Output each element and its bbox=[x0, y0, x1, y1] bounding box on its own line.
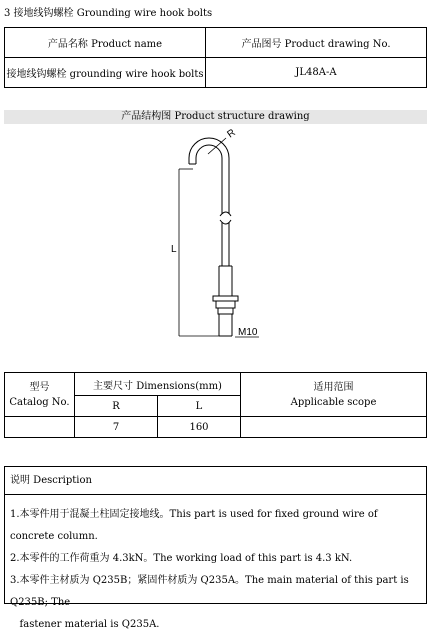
scope-header bbox=[241, 373, 427, 417]
col-r-header: R bbox=[75, 396, 158, 417]
nut-lower bbox=[218, 308, 233, 314]
hook-bolt-drawing bbox=[160, 124, 280, 346]
product-drawing-value: JL48A-A bbox=[206, 58, 427, 88]
catalog-header-cn: 型号 bbox=[29, 381, 50, 393]
product-name-value: 接地线钩螺栓 grounding wire hook bolts bbox=[5, 58, 206, 88]
scope-header-en: Applicable scope bbox=[290, 396, 377, 408]
dimensions-table bbox=[4, 372, 427, 438]
washer bbox=[213, 296, 238, 301]
product-name-header: 产品名称 Product name bbox=[5, 28, 206, 58]
catalog-header bbox=[5, 373, 75, 417]
row-catalog bbox=[5, 417, 75, 438]
structure-drawing-banner: 产品结构图 Product structure drawing bbox=[4, 110, 427, 124]
dimensions-header: 主要尺寸 Dimensions(mm) bbox=[75, 373, 241, 396]
description-line: 1.本零件用于混凝土柱固定接地线。This part is used for fixed ground wire of concrete column. bbox=[10, 509, 378, 542]
hook-outer-arc bbox=[189, 138, 229, 164]
row-r-value: 7 bbox=[75, 417, 158, 438]
col-l-header: L bbox=[158, 396, 241, 417]
scope-header-cn: 适用范围 bbox=[313, 381, 354, 393]
description-line: 2.本零件的工作荷重为 4.3kN。The working load of this part is 4.3 kN. bbox=[10, 553, 353, 564]
nut-upper bbox=[216, 301, 235, 308]
page-heading: 3 接地线钩螺栓 Grounding wire hook bolts bbox=[4, 8, 213, 19]
description-body bbox=[5, 495, 426, 636]
thread-size-label: M10 bbox=[238, 327, 258, 338]
radius-label: R bbox=[225, 127, 238, 141]
description-line: fastener material is Q235A. bbox=[10, 619, 160, 630]
catalog-header-en: Catalog No. bbox=[9, 396, 70, 408]
product-drawing-header: 产品图号 Product drawing No. bbox=[206, 28, 427, 58]
description-title: 说明 Description bbox=[5, 467, 426, 495]
product-table bbox=[4, 27, 427, 88]
length-label: L bbox=[171, 244, 177, 255]
row-scope bbox=[241, 417, 427, 438]
description-box bbox=[4, 466, 427, 630]
row-l-value: 160 bbox=[158, 417, 241, 438]
description-line: 3.本零件主材质为 Q235B；紧固件材质为 Q235A。The main material of this part is Q235B; The bbox=[10, 575, 409, 608]
table-row bbox=[5, 417, 427, 438]
hook-inner-arc bbox=[196, 145, 222, 164]
radius-leader bbox=[208, 138, 226, 154]
